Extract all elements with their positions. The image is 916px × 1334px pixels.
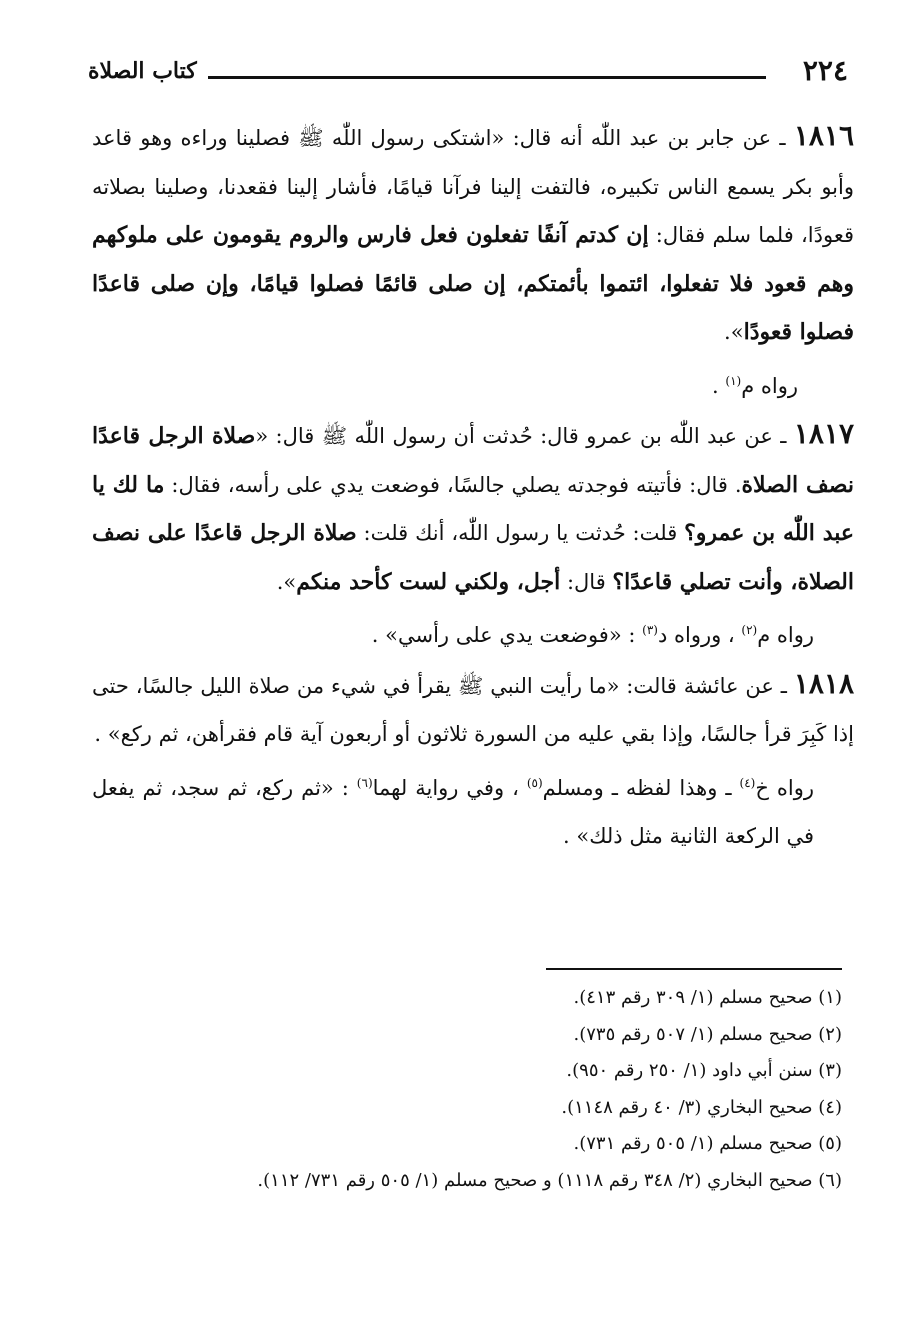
main-text xyxy=(92,112,854,861)
footnote-item: (٥) صحيح مسلم (١/ ٥٠٥ رقم ٧٣١). xyxy=(573,1133,842,1154)
hadith-quote: إن كدتم آنفًا تفعلون فعل فارس والروم يقومون على ملوكهم وهم قعود فلا تفعلوا، ائتموا بأئمتكم، إن صلى قائمًا فصلوا قيامًا، وإن صلى قاعدًا فصلوا قعودًا xyxy=(92,222,854,345)
page-number: ٢٢٤ xyxy=(802,54,848,87)
hadith-quote: صلاة الرجل قاعدًا نصف الصلاة xyxy=(92,423,854,498)
hadith-text: ـ عن عبد اللّٰه بن عمرو قال: حُدثت أن رسول اللّٰه ﷺ قال: « xyxy=(255,424,787,448)
riwaya-end: : «ثم ركع، ثم سجد، ثم يفعل في الركعة الثانية مثل ذلك» . xyxy=(92,775,814,848)
hadith-text: قلت: حُدثت يا رسول اللّٰه، أنك قلت: xyxy=(356,521,685,545)
hadith-text-end: ». xyxy=(724,320,744,344)
riwaya-text: ، ورواه د xyxy=(657,623,742,647)
hadith-text: ـ عن جابر بن عبد اللّٰه أنه قال: «اشتكى رسول اللّٰه ﷺ فصلينا وراءه وهو قاعد وأبو بكر يسمع الناس تكبيره، فالتفت إلينا فرآنا قيامًا، فأشار إلينا فقعدنا، وصلينا بصلاته قعودًا، فلما سلم فقال: xyxy=(92,126,854,247)
riwaya-end: . xyxy=(712,373,726,398)
footnote-item: (٣) سنن أبي داود (١/ ٢٥٠ رقم ٩٥٠). xyxy=(566,1060,842,1081)
footnote-ref: (٥) xyxy=(526,775,543,790)
riwaya-text: رواه م xyxy=(741,373,798,398)
hadith-text: ـ عن عائشة قالت: «ما رأيت النبي ﷺ يقرأ في شيء من صلاة الليل جالسًا، حتى إذا كَبِرَ قرأ جالسًا، وإذا بقي عليه من السورة ثلاثون أو أربعون آية قام فقرأهن، ثم ركع» . xyxy=(92,673,854,746)
hadith-quote: ما لك يا عبد اللّٰه بن عمرو؟ xyxy=(92,471,855,546)
footnote-ref: (٦) xyxy=(356,775,373,790)
hadith-number: ١٨١٦ xyxy=(793,119,854,152)
book-title: كتاب الصلاة xyxy=(88,58,197,84)
riwaya-text: ـ وهذا لفظه ـ ومسلم xyxy=(542,775,740,800)
footnote-item: (٤) صحيح البخاري (٣/ ٤٠ رقم ١١٤٨). xyxy=(561,1096,842,1118)
riwaya-end: : «فوضعت يدي على رأسي» . xyxy=(371,623,643,647)
footnote-separator xyxy=(546,968,842,970)
riwaya-text: رواه م xyxy=(757,623,814,647)
hadith-text: قال: xyxy=(560,569,613,594)
riwaya-line xyxy=(92,357,854,411)
riwaya-line xyxy=(92,606,854,660)
hadith-text-end: ». xyxy=(276,569,297,594)
footnote-ref: (٤) xyxy=(739,775,756,790)
riwaya-text: رواه خ xyxy=(755,775,814,800)
hadith-number: ١٨١٨ xyxy=(793,666,854,700)
header-rule xyxy=(208,76,766,79)
footnote-ref: (٣) xyxy=(642,623,658,637)
riwaya-text: ، وفي رواية لهما xyxy=(372,775,527,800)
footnote-item: (٦) صحيح البخاري (٢/ ٣٤٨ رقم ١١١٨) و صحيح مسلم (١/ ٥٠٥ رقم ٧٣١/ ١١٢). xyxy=(257,1169,842,1191)
hadith-1818 xyxy=(92,660,854,759)
riwaya-line xyxy=(92,759,854,861)
hadith-1817 xyxy=(92,410,854,606)
hadith-text: . قال: فأتيته فوجدته يصلي جالسًا، فوضعت يدي على رأسه، فقال: xyxy=(164,472,742,497)
footnote-ref: (١) xyxy=(725,373,742,388)
footnote-item: (٢) صحيح مسلم (١/ ٥٠٧ رقم ٧٣٥). xyxy=(573,1023,842,1045)
footnotes-list xyxy=(92,980,842,1199)
hadith-quote: أجل، ولكني لست كأحد منكم xyxy=(296,568,561,595)
page-header xyxy=(88,54,848,98)
hadith-number: ١٨١٧ xyxy=(793,417,854,450)
footnote-ref: (٢) xyxy=(741,623,758,637)
footnote-item: (١) صحيح مسلم (١/ ٣٠٩ رقم ٤١٣). xyxy=(573,987,842,1008)
hadith-1816 xyxy=(92,112,854,357)
hadith-quote: صلاة الرجل قاعدًا على نصف الصلاة، وأنت تصلي قاعدًا؟ xyxy=(92,520,854,595)
